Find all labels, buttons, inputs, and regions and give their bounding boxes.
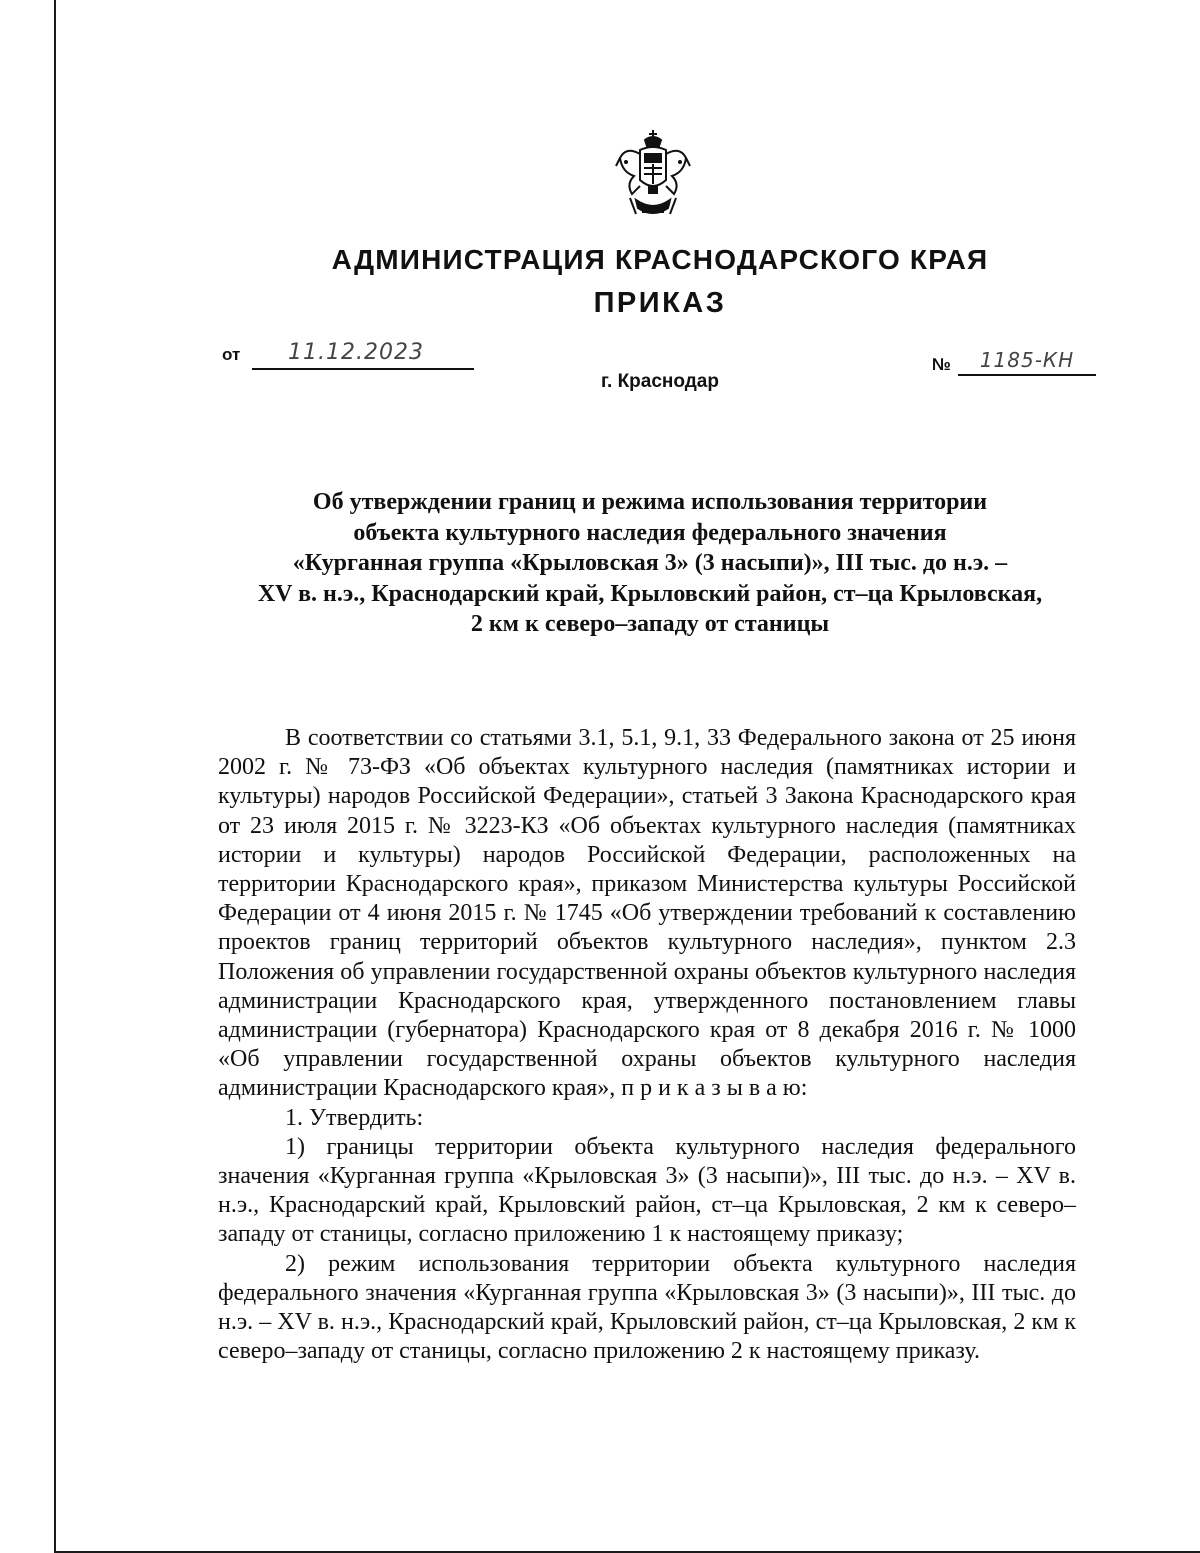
- document-type: ПРИКАЗ: [593, 287, 727, 319]
- title-line: 2 км к северо–западу от станицы: [470, 611, 830, 637]
- title-line: «Курганная группа «Крыловская 3» (3 насыпи)», III тыс. до н.э. –: [292, 550, 1008, 576]
- item-1-1-paragraph: 1) границы территории объекта культурного наследия федерального значения «Курганная группа «Крыловская 3» (3 насыпи)», III тыс. до н.э. – XV в. н.э., Краснодарский край, Крыловский район, ст–ца Крыловская, 2 км к северо–западу от станицы, согласно приложению 1 к настоящему приказу;: [218, 1133, 1076, 1248]
- scan-edge-left: [54, 0, 56, 1553]
- coat-of-arms-icon: [612, 128, 694, 220]
- organization-name: АДМИНИСТРАЦИЯ КРАСНОДАРСКОГО КРАЯ: [331, 244, 989, 275]
- preamble-paragraph: В соответствии со статьями 3.1, 5.1, 9.1, 33 Федерального закона от 25 июня 2002 г. № 73-ФЗ «Об объектах культурного наследия (памятниках истории и культуры) народов Российской Федерации», статьей 3 Закона Краснодарского края от 23 июля 2015 г. № 3223-КЗ «Об объектах культурного наследия (памятниках истории и культуры) народов Российской Федерации, расположенных на территории Краснодарского края», приказом Министерства культуры Российской Федерации от 4 июня 2015 г. № 1745 «Об утверждении требований к составлению проектов границ территорий объектов культурного наследия», пунктом 2.3 Положения об управлении государственной охраны объектов культурного наследия администрации Краснодарского края, утвержденного постановлением главы администрации (губернатора) Краснодарского края от 8 декабря 2016 г. № 1000 «Об управлении государственной охраны объектов культурного наследия администрации Краснодарского края», п р и к а з ы в а ю:: [218, 725, 1076, 1102]
- title-line: XV в. н.э., Краснодарский край, Крыловский район, ст–ца Крыловская,: [257, 580, 1043, 607]
- date-value: 11.12.2023: [288, 340, 424, 365]
- title-line: объекта культурного наследия федерального значения: [353, 519, 947, 546]
- number-field: [958, 350, 1096, 376]
- date-field: [252, 342, 474, 370]
- item-1-paragraph: 1. Утвердить:: [285, 1104, 424, 1131]
- item-1-2-paragraph: 2) режим использования территории объекта культурного наследия федерального значения «Курганная группа «Крыловская 3» (3 насыпи)», III тыс. до н.э. – XV в. н.э., Краснодарский край, Крыловский район, ст–ца Крыловская, 2 км к северо–западу от станицы, согласно приложению 2 к настоящему приказу.: [218, 1250, 1076, 1365]
- number-prefix: №: [932, 355, 951, 374]
- city: г. Краснодар: [601, 371, 719, 392]
- document-title: [200, 487, 1100, 640]
- title-line: Об утверждении границ и режима использования территории: [312, 489, 988, 515]
- number-value: 1185-КН: [979, 348, 1075, 372]
- date-prefix: от: [222, 345, 241, 364]
- document-body: [218, 724, 1076, 1366]
